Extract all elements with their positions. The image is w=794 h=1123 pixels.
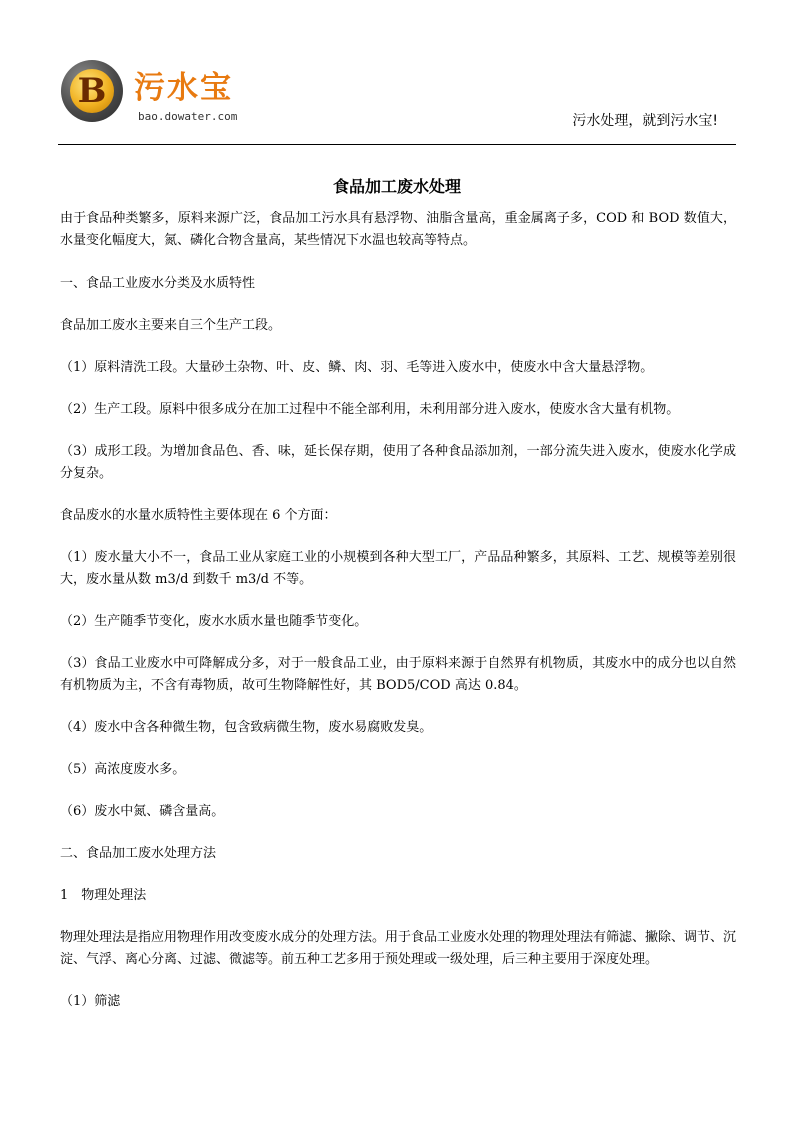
list-item: （1）原料清洗工段。大量砂土杂物、叶、皮、鳞、肉、羽、毛等进入废水中，使废水中含大量悬浮物。	[60, 360, 654, 375]
list-item: （2）生产随季节变化，废水水质水量也随季节变化。	[60, 614, 368, 629]
section-heading: 一、食品工业废水分类及水质特性	[60, 276, 256, 291]
list-item: （1）筛滤	[60, 994, 121, 1009]
paragraph: 食品废水的水量水质特性主要体现在 6 个方面：	[60, 508, 337, 523]
list-item: （5）高浓度废水多。	[60, 762, 186, 777]
document-title: 食品加工废水处理	[332, 177, 461, 196]
list-item: （3）食品工业废水中可降解成分多，对于一般食品工业，由于原料来源于自然界有机物质，其废水中的成分也以自然有机物质为主，不含有毒物质，故可生物降解性好，其 BOD5/COD 高达 0.84。	[60, 656, 736, 693]
header-slogan: 污水处理，就到污水宝!	[572, 113, 718, 129]
list-item: （4）废水中含各种微生物，包含致病微生物，废水易腐败发臭。	[60, 720, 433, 735]
logo-url: bao.dowater.com	[138, 110, 238, 123]
paragraph: 由于食品种类繁多，原料来源广泛，食品加工污水具有悬浮物、油脂含量高，重金属离子多，COD 和 BOD 数值大，水量变化幅度大，氮、磷化合物含量高，某些情况下水温也较高等特点。	[60, 211, 736, 248]
page-header	[58, 56, 736, 144]
logo-badge-icon	[61, 60, 123, 122]
logo-letter: B	[70, 69, 114, 113]
paragraph: 物理处理法是指应用物理作用改变废水成分的处理方法。用于食品工业废水处理的物理处理法有筛滤、撇除、调节、沉淀、气浮、离心分离、过滤、微滤等。前五种工艺多用于预处理或一级处理，后三种主要用于深度处理。	[60, 930, 737, 967]
paragraph: 食品加工废水主要来自三个生产工段。	[60, 318, 282, 333]
list-item: （6）废水中氮、磷含量高。	[60, 804, 225, 819]
site-logo[interactable]	[58, 56, 258, 132]
subsection-heading: 1 物理处理法	[60, 888, 147, 903]
list-item: （2）生产工段。原料中很多成分在加工过程中不能全部利用，未利用部分进入废水，使废水含大量有机物。	[60, 402, 680, 417]
logo-name: 污水宝	[134, 70, 233, 106]
document-body	[60, 208, 736, 1033]
list-item: （3）成形工段。为增加食品色、香、味，延长保存期，使用了各种食品添加剂，一部分流失进入废水，使废水化学成分复杂。	[60, 444, 736, 481]
list-item: （1）废水量大小不一，食品工业从家庭工业的小规模到各种大型工厂，产品品种繁多，其原料、工艺、规模等差别很大，废水量从数 m3/d 到数千 m3/d 不等。	[60, 550, 736, 587]
header-divider	[58, 144, 736, 145]
section-heading: 二、食品加工废水处理方法	[60, 846, 217, 861]
